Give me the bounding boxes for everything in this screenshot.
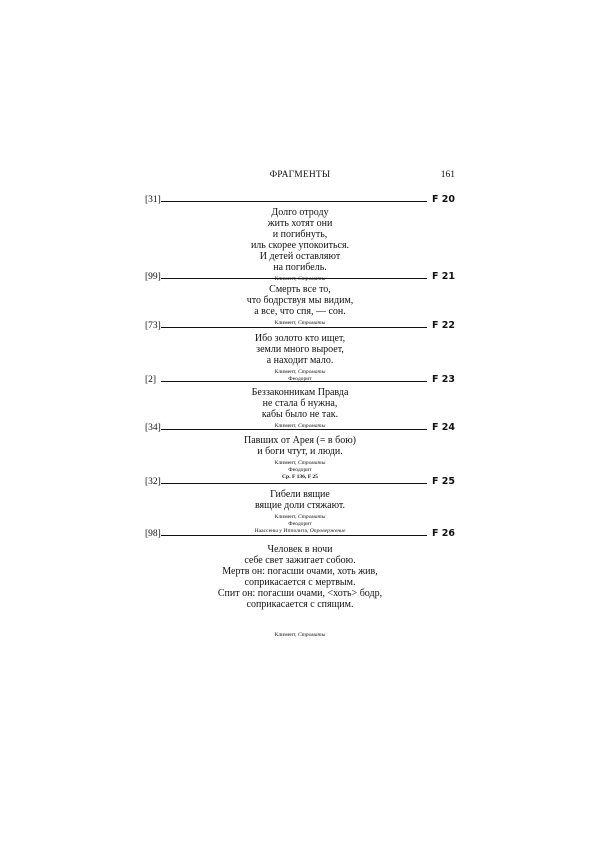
fragment-number: F 22 — [431, 320, 455, 331]
verse-line: а все, что спя, — сон. — [254, 306, 346, 317]
verse-line: земли много выроет, — [256, 344, 344, 355]
fragment-header — [145, 320, 455, 332]
fragment-ref: [34] — [145, 423, 161, 433]
fragment-header — [145, 422, 455, 434]
fragment-text — [145, 544, 455, 610]
fragment-number: F 24 — [431, 422, 455, 433]
fragment-number: F 25 — [431, 476, 455, 487]
fragment-ref: [98] — [145, 529, 161, 539]
source-line — [145, 514, 455, 521]
verse-line: Спит он: погасши очами, <хоть> бодр, — [217, 588, 383, 599]
fragment-header — [145, 473, 455, 488]
fragment-f24 — [145, 422, 455, 480]
fragment-f25 — [145, 473, 455, 534]
verse-line: Ибо золото кто ищет, — [254, 333, 346, 344]
fragment-text — [145, 387, 455, 420]
verse-line: что бодрствуя мы видим, — [246, 295, 354, 306]
source-author: Климент, — [274, 369, 298, 375]
fragment-rule — [161, 201, 427, 202]
verse-line: не стала б нужна, — [262, 398, 338, 409]
fragment-rule — [161, 483, 427, 484]
verse-line: И детей оставляют — [259, 251, 341, 262]
source-author: Климент, — [274, 423, 298, 429]
cross-reference: Ср. F 136, F 25 — [282, 473, 318, 480]
source-author: Климент, — [274, 320, 298, 326]
fragment-number: F 21 — [431, 271, 455, 282]
source-work: Строматы — [297, 276, 326, 282]
running-head — [145, 170, 455, 184]
fragment-number: F 20 — [431, 194, 455, 205]
verse-line: себе свет зажигает собою. — [244, 555, 356, 566]
source-author: Феодорит — [288, 375, 312, 382]
verse-line: Павших от Арея (= в бою) — [243, 435, 356, 446]
verse-line: кабы было не так. — [261, 409, 339, 420]
verse-line: Гибели вящие — [270, 489, 330, 500]
fragment-text — [145, 333, 455, 366]
fragment-rule — [161, 278, 427, 279]
fragment-f26 — [145, 528, 455, 639]
verse-line: Мертв он: погасши очами, хоть жив, — [222, 566, 378, 577]
fragment-text — [145, 207, 455, 273]
source-work: Строматы — [297, 369, 326, 375]
source-work: Строматы — [297, 320, 326, 326]
fragment-number: F 26 — [431, 528, 455, 539]
fragment-text — [145, 489, 455, 511]
fragment-ref: [32] — [145, 477, 161, 487]
source-work: Строматы — [297, 423, 326, 429]
verse-line: Человек в ночи — [267, 544, 333, 555]
fragment-text — [145, 435, 455, 457]
source-author: Климент, — [274, 276, 298, 282]
source-author: Климент, — [274, 460, 298, 466]
source-work: Строматы — [297, 514, 326, 520]
verse-line: Беззаконникам Правда — [251, 387, 349, 398]
source-line — [145, 460, 455, 467]
fragment-text — [145, 284, 455, 317]
fragment-header — [145, 374, 455, 386]
fragment-rule — [161, 327, 427, 328]
verse-line: соприкасается с спящим. — [246, 599, 354, 610]
fragment-ref: [31] — [145, 195, 161, 205]
fragment-ref: [73] — [145, 321, 161, 331]
fragment-header — [145, 194, 455, 206]
source-author: Наассены у Ипполита, — [254, 527, 310, 534]
verse-line: а находит мало. — [266, 355, 334, 366]
fragment-rule — [161, 381, 427, 382]
verse-line: жить хотят они — [267, 218, 333, 229]
fragment-f21 — [145, 271, 455, 327]
source-author: Климент, — [274, 514, 298, 520]
fragment-ref: [99] — [145, 272, 161, 282]
fragment-number: F 23 — [431, 374, 455, 385]
running-title: ФРАГМЕНТЫ — [269, 170, 331, 180]
verse-line: и боги чтут, и люди. — [257, 446, 343, 457]
verse-line: соприкасается с мертвым. — [244, 577, 356, 588]
source-author: Феодорит — [288, 520, 312, 527]
verse-line: Долго отроду — [271, 207, 329, 218]
source-line — [145, 521, 455, 528]
verse-line: и погибнуть, — [272, 229, 328, 240]
source-author: Климент, — [274, 632, 298, 638]
fragment-ref: [2] — [145, 375, 157, 385]
source-author: Феодорит — [288, 466, 312, 473]
source-line — [145, 467, 455, 474]
verse-line: вящие доли стяжают. — [254, 500, 346, 511]
fragment-rule — [161, 535, 427, 536]
fragment-f20 — [145, 194, 455, 283]
source-work: Строматы — [297, 460, 326, 466]
verse-line: иль скорее упокоиться. — [250, 240, 350, 251]
fragment-sources — [145, 632, 455, 639]
verse-line: Смерть все то, — [269, 284, 331, 295]
source-line — [145, 632, 455, 639]
page-number: 161 — [440, 170, 455, 180]
verse-line: на погибель. — [273, 262, 327, 273]
fragment-header — [145, 271, 455, 283]
source-work: Строматы — [297, 632, 326, 638]
source-work: Опровержение — [309, 527, 346, 534]
fragment-rule — [161, 429, 427, 430]
fragment-header — [145, 528, 455, 540]
